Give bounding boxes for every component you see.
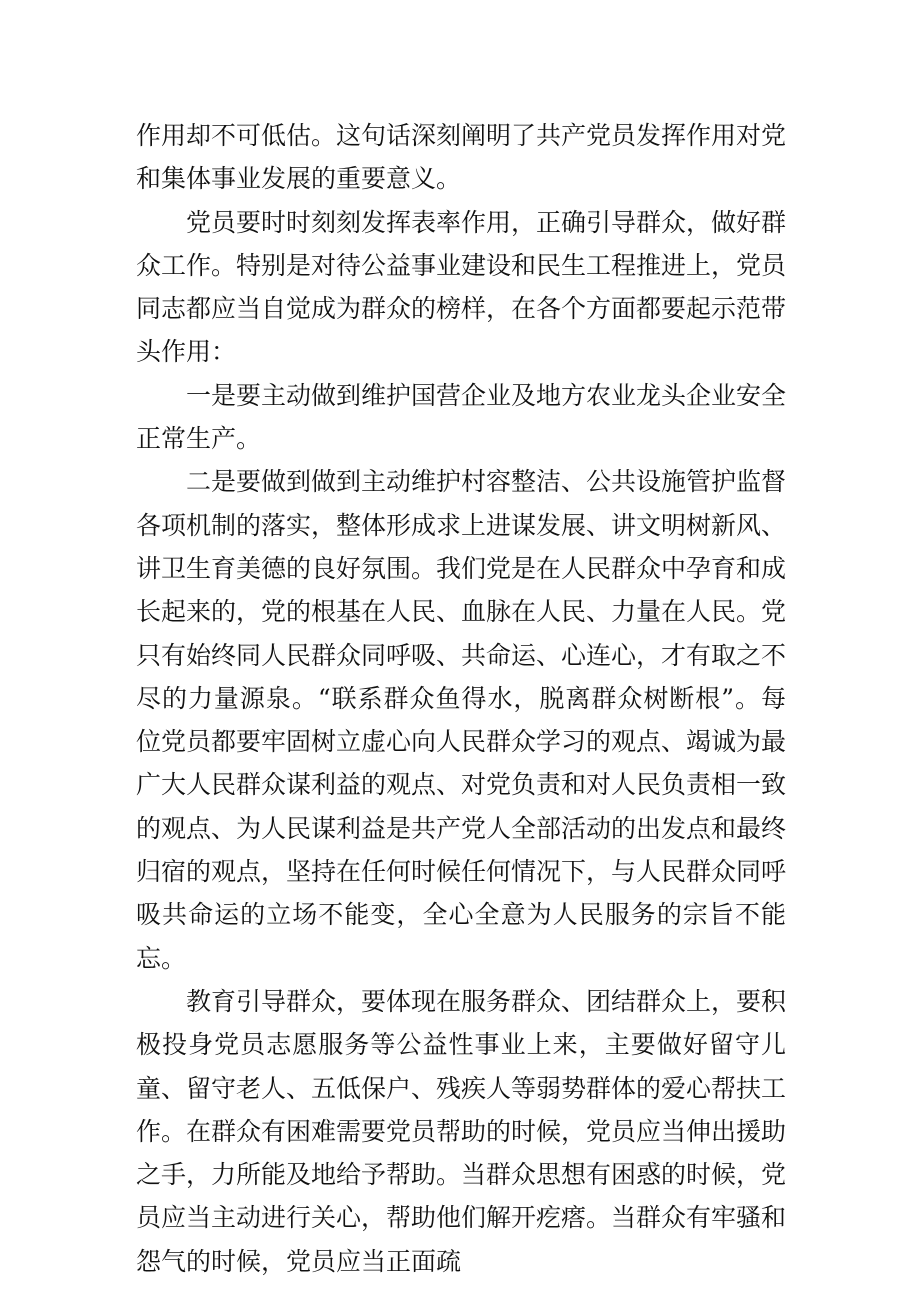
paragraph-5: 教育引导群众，要体现在服务群众、团结群众上，要积极投身党员志愿服务等公益性事业上来，主要做好留守儿童、留守老人、五低保户、残疾人等弱势群体的爱心帮扶工作。在群众有困难需要党员帮助的时候，党员应当伸出援助之手，力所能及地给予帮助。当群众思想有困惑的时候，党员应当主动进行关心，帮助他们解开疙瘩。当群众有牢骚和怨气的时候，党员应当正面疏 [136, 986, 787, 1276]
paragraph-4: 二是要做到做到主动维护村容整洁、公共设施管护监督各项机制的落实，整体形成求上进谋发展、讲文明树新风、讲卫生育美德的良好氛围。我们党是在人民群众中孕育和成长起来的，党的根基在人民、血脉在人民、力量在人民。党只有始终同人民群众同呼吸、共命运、心连心，才有取之不尽的力量源泉。“联系群众鱼得水，脱离群众树断根”。每位党员都要牢固树立虚心向人民群众学习的观点、竭诚为最广大人民群众谋利益的观点、对党负责和对人民负责相一致的观点、为人民谋利益是共产党人全部活动的出发点和最终归宿的观点，坚持在任何时候任何情况下，与人民群众同呼吸共命运的立场不能变，全心全意为人民服务的宗旨不能忘。 [136, 467, 787, 973]
paragraph-2: 党员要时时刻刻发挥表率作用，正确引导群众，做好群众工作。特别是对待公益事业建设和民生工程推进上，党员同志都应当自觉成为群众的榜样，在各个方面都要起示范带头作用： [136, 207, 787, 367]
paragraph-3: 一是要主动做到维护国营企业及地方农业龙头企业安全正常生产。 [136, 380, 787, 454]
document-page [136, 114, 786, 1283]
paragraph-1: 作用却不可低估。这句话深刻阐明了共产党员发挥作用对党和集体事业发展的重要意义。 [136, 121, 787, 194]
